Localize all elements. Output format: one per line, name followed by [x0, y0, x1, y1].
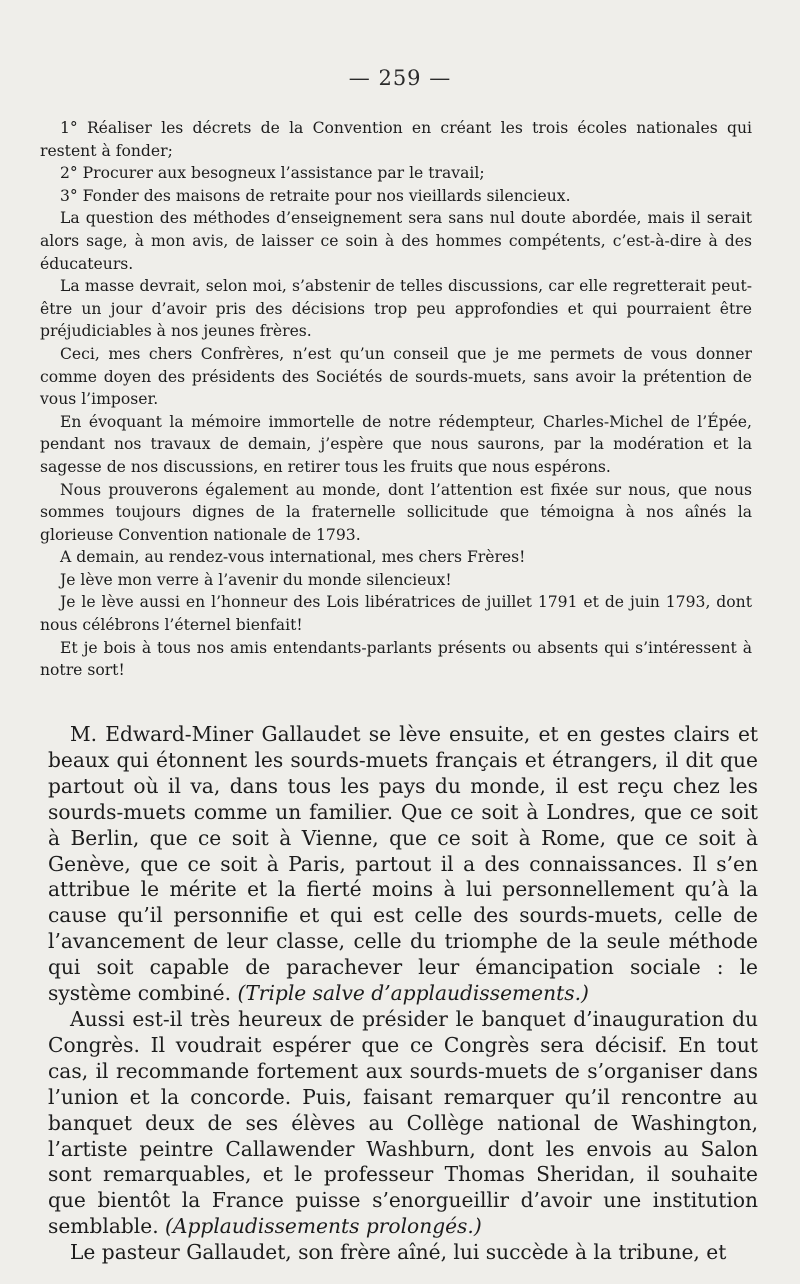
speech-paragraph: Nous prouverons également au monde, dont l’attention est fixée sur nous, que nous sommes toujours dignes de la fraternelle sollicitude que témoigna à nos aînés la glorieuse Convention nationale de 1793.: [40, 480, 752, 544]
speech-paragraph: 3° Fonder des maisons de retraite pour nos vieillards silencieux.: [60, 186, 571, 205]
narrative-block: [48, 722, 758, 1266]
speech-paragraph: 1° Réaliser les décrets de la Convention en créant les trois écoles nationales qui restent à fonder;: [40, 119, 752, 160]
applause-note: (Triple salve d’applaudissements.): [237, 981, 589, 1006]
speech-paragraph: Ceci, mes chers Confrères, n’est qu’un conseil que je me permets de vous donner comme doyen des présidents des Sociétés de sourds-muets, sans avoir la prétention de vous l’imposer.: [40, 344, 752, 409]
narrative-paragraph: [48, 722, 758, 1007]
paragraph-text: M. Edward-Miner Gallaudet se lève ensuite, et en gestes clairs et beaux qui étonnent les sourds-muets français et étrangers, il dit que partout où il va, dans tous les pays du monde, il est reçu chez les sourds-muets comme un familier. Que ce soit à Londres, que ce soit à Berlin, que ce soit à Vienne, que ce soit à Rome, que ce soit à Genève, que ce soit à Paris, partout il a des connaissances. Il s’en attribue le mérite et la fierté moins à lui personnellement qu’à la cause qu’il personnifie et qui est celle des sourds-muets, celle de l’avancement de leur classe, celle du triomphe de la seule méthode qui soit capable de parachever leur émancipation sociale : le système combiné.: [48, 722, 758, 1006]
speech-paragraph: La question des méthodes d’enseignement sera sans nul doute abordée, mais il serait alors sage, à mon avis, de laisser ce soin à des hommes compétents, c’est-à-dire à des éducateurs.: [40, 209, 752, 273]
speech-paragraph: Et je bois à tous nos amis entendants-parlants présents ou absents qui s’intéressent à notre sort!: [40, 638, 752, 680]
speech-paragraph: La masse devrait, selon moi, s’abstenir de telles discussions, car elle regretterait peut-être un jour d’avoir pris des décisions trop peu approfondies et qui pourraient être préjudiciables à nos jeunes frères.: [40, 277, 752, 341]
paragraph-text: Le pasteur Gallaudet, son frère aîné, lui succède à la tribune, et: [70, 1240, 727, 1265]
speech-paragraph: 2° Procurer aux besogneux l’assistance par le travail;: [60, 164, 485, 183]
speech-paragraph: En évoquant la mémoire immortelle de notre rédempteur, Charles-Michel de l’Épée, pendant nos travaux de demain, j’espère que nous saurons, par la modération et la sagesse de nos discussions, en retirer tous les fruits que nous espérons.: [40, 412, 752, 476]
paragraph-text: Aussi est-il très heureux de présider le banquet d’inauguration du Congrès. Il voudrait espérer que ce Congrès sera décisif. En tout cas, il recommande fortement aux sourds-muets de s’organiser dans l’union et la concorde. Puis, faisant remarquer qu’il rencontre au banquet deux de ses élèves au Collège national de Washington, l’artiste peintre Callawender Washburn, dont les envois au Salon sont remarquables, et le professeur Thomas Sheridan, il souhaite que bientôt la France puisse s’enorgueillir d’avoir une institution semblable.: [48, 1006, 758, 1239]
speech-block: [40, 117, 752, 682]
applause-note: (Applaudissements prolongés.): [165, 1214, 482, 1239]
narrative-paragraph: [48, 1007, 758, 1240]
speech-paragraph: Je le lève aussi en l’honneur des Lois libératrices de juillet 1791 et de juin 1793, dont nous célébrons l’éternel bienfait!: [40, 593, 752, 635]
page-number: — 259 —: [348, 66, 452, 90]
speech-paragraph: Je lève mon verre à l’avenir du monde silencieux!: [60, 570, 452, 589]
narrative-paragraph: [48, 1240, 758, 1266]
speech-paragraph: A demain, au rendez-vous international, mes chers Frères!: [60, 548, 526, 567]
